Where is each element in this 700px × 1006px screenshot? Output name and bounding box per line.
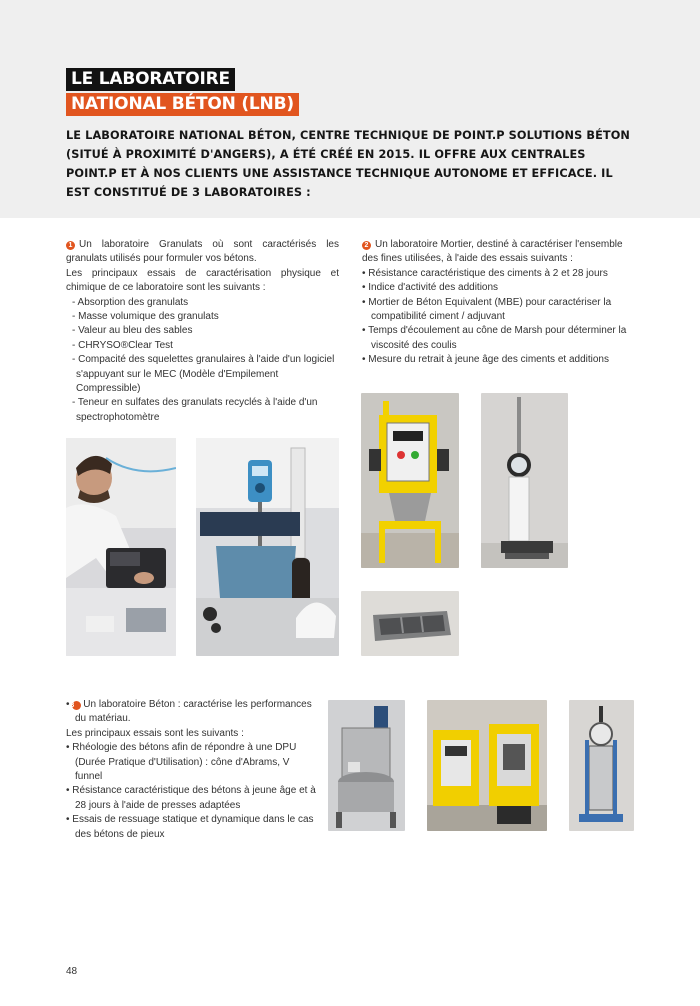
list-item: • Essais de ressuage statique et dynamique dans le cas des bétons de pieux — [66, 813, 316, 842]
photo-dial-gauge — [481, 393, 568, 568]
photo-presses — [427, 700, 547, 831]
list-item: - Compacité des squelettes granulaires à l'aide d'un logiciel s'appuyant sur le MEC (Modèle d'Empilement Compressible) — [72, 354, 335, 395]
page-title-line-1: LE LABORATOIRE — [66, 68, 235, 91]
lab1-intro-paragraph — [66, 238, 339, 267]
page-number: 48 — [66, 966, 78, 977]
list-item: • Indice d'activité des additions — [362, 281, 638, 295]
lab3-intro-paragraph — [66, 698, 316, 727]
lab3-text — [66, 698, 316, 842]
photo-bleeding-test — [569, 700, 634, 831]
lab2-number-badge: 2 — [362, 241, 371, 250]
lab3-number-badge: 3 — [72, 701, 81, 710]
list-item: • Mesure du retrait à jeune âge des ciments et additions — [362, 353, 638, 367]
lab1-tests-intro: Les principaux essais de caractérisation physique et chimique de ce laboratoire sont les suivants : — [66, 267, 339, 294]
lab1-number-badge: 1 — [66, 241, 75, 250]
lab3-intro: Un laboratoire Béton : caractérise les performances du matériau. — [75, 699, 312, 725]
photo-concrete-mixer — [328, 700, 405, 831]
photo-technician-spectrophotometer — [66, 438, 176, 656]
list-item: • Temps d'écoulement au cône de Marsh pour déterminer la viscosité des coulis — [362, 324, 638, 353]
lab2-intro-paragraph — [362, 238, 638, 267]
intro-paragraph: LE LABORATOIRE NATIONAL BÉTON, CENTRE TECHNIQUE DE POINT.P SOLUTIONS BÉTON (SITUÉ À PROXIMITÉ D'ANGERS), A ÉTÉ CRÉÉ EN 2015. IL OFFRE AUX CENTRALES POINT.P ET À NOS CLIENTS UNE ASSISTANCE TECHNIQUE AUTONOME ET EFFICACE. IL EST CONSTITUÉ DE 3 LABORATOIRES : — [66, 129, 630, 199]
page-title-line-2: NATIONAL BÉTON (LNB) — [66, 93, 299, 116]
list-item: - Teneur en sulfates des granulats recyclés à l'aide d'un spectrophotomètre — [72, 397, 318, 423]
list-item: - CHRYSO®Clear Test — [72, 339, 173, 351]
photo-mixer-bench — [196, 438, 339, 656]
list-item: • Résistance caractéristique des ciments à 2 et 28 jours — [362, 267, 638, 281]
lab3-tests-intro: Les principaux essais sont les suivants : — [66, 727, 244, 739]
photo-mortar-mixer — [361, 393, 459, 568]
photo-prism-mould — [361, 591, 459, 656]
list-item: - Absorption des granulats — [72, 296, 189, 308]
list-item: • Rhéologie des bétons afin de répondre à une DPU (Durée Pratique d'Utilisation) : cône d'Abrams, V funnel — [66, 741, 316, 784]
lab2-text — [362, 238, 638, 368]
lab1-text — [66, 238, 339, 425]
list-item: - Valeur au bleu des sables — [72, 325, 193, 337]
lab2-intro: Un laboratoire Mortier, destiné à caractériser l'ensemble des fines utilisées, à l'aide des essais suivants : — [362, 239, 623, 265]
lab1-intro: Un laboratoire Granulats où sont caractérisés les granulats utilisés pour formuler vos bétons. — [66, 239, 339, 265]
list-item: - Masse volumique des granulats — [72, 311, 219, 323]
list-item: • Résistance caractéristique des bétons à jeune âge et à 28 jours à l'aide de presses adaptées — [66, 784, 316, 813]
list-item: • Mortier de Béton Equivalent (MBE) pour caractériser la compatibilité ciment / adjuvant — [362, 296, 638, 325]
